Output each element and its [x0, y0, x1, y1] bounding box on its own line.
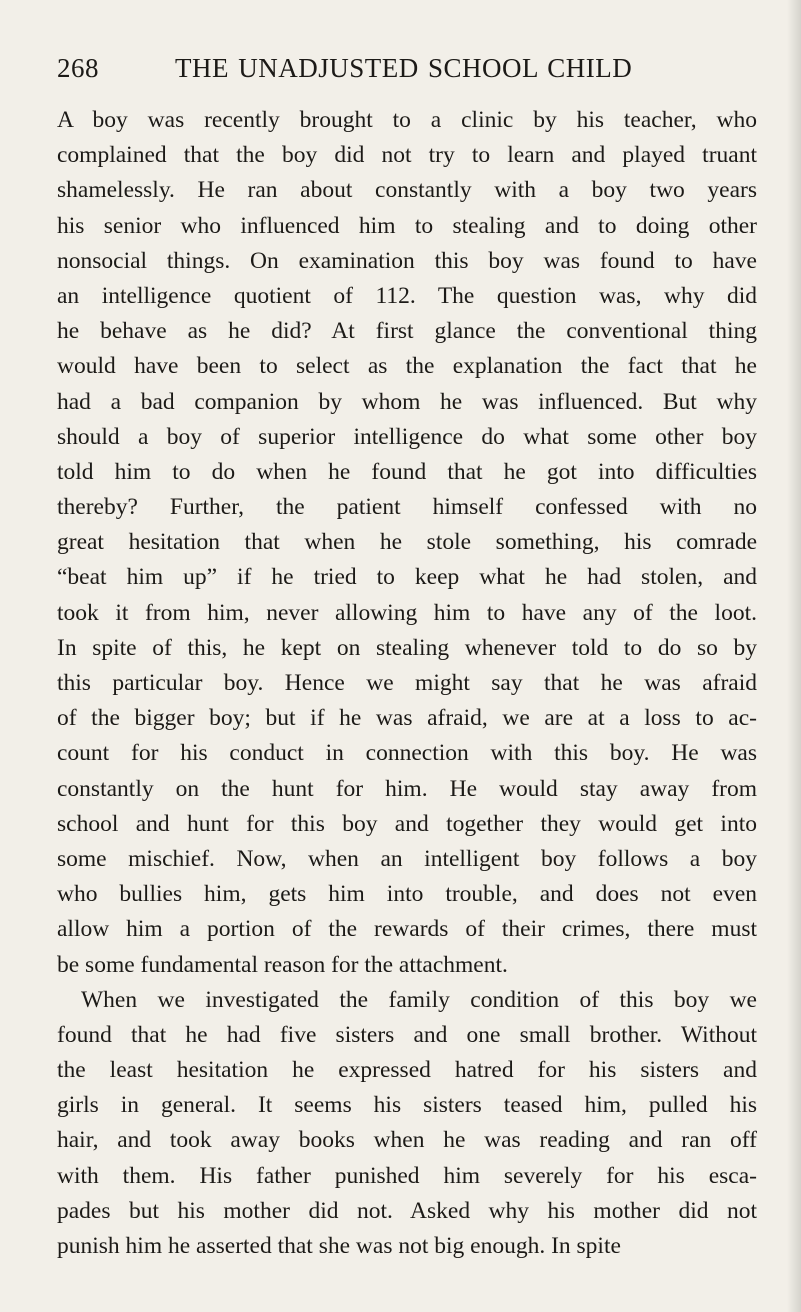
text-line: hair, and took away books when he was reading and ran off	[57, 1127, 757, 1154]
text-line: count for his conduct in connection with this boy. He was	[57, 740, 757, 767]
text-line: with them. His father punished him severely for his esca-	[57, 1162, 757, 1189]
text-line: constantly on the hunt for him. He would stay away from	[57, 775, 757, 802]
text-line: girls in general. It seems his sisters teased him, pulled his	[57, 1092, 757, 1119]
text-line: allow him a portion of the rewards of their crimes, there must	[57, 916, 757, 943]
text-line: school and hunt for this boy and together they would get into	[57, 810, 757, 837]
text-line: he behave as he did? At first glance the conventional thing	[57, 318, 757, 345]
text-line: took it from him, never allowing him to have any of the loot.	[57, 599, 757, 626]
text-line: found that he had five sisters and one small brother. Without	[57, 1021, 757, 1048]
text-line: “beat him up” if he tried to keep what he had stolen, and	[57, 564, 757, 591]
text-line: told him to do when he found that he got into difficulties	[57, 458, 757, 485]
body-text	[57, 103, 757, 1264]
text-line: nonsocial things. On examination this boy was found to have	[57, 247, 757, 274]
text-line: some mischief. Now, when an intelligent boy follows a boy	[57, 845, 757, 872]
running-head	[57, 50, 757, 86]
text-line: be some fundamental reason for the attachment.	[57, 951, 508, 978]
text-line: would have been to select as the explanation the fact that he	[57, 353, 757, 380]
text-line: should a boy of superior intelligence do what some other boy	[57, 423, 757, 450]
text-line: shamelessly. He ran about constantly with a boy two years	[57, 177, 757, 204]
chapter-title: THE UNADJUSTED SCHOOL CHILD	[175, 53, 633, 83]
text-line: pades but his mother did not. Asked why his mother did not	[57, 1197, 757, 1224]
text-line: his senior who influenced him to stealing and to doing other	[57, 212, 757, 239]
text-line: of the bigger boy; but if he was afraid, we are at a loss to ac-	[57, 705, 757, 732]
text-line: the least hesitation he expressed hatred for his sisters and	[57, 1057, 757, 1084]
text-line: this particular boy. Hence we might say that he was afraid	[57, 670, 757, 696]
text-line: thereby? Further, the patient himself confessed with no	[57, 494, 757, 521]
page-edge-shadow	[787, 0, 801, 1312]
text-line: great hesitation that when he stole something, his comrade	[57, 529, 757, 556]
text-line: an intelligence quotient of 112. The question was, why did	[57, 282, 757, 309]
text-line: complained that the boy did not try to learn and played truant	[57, 142, 757, 169]
text-line: who bullies him, gets him into trouble, and does not even	[57, 881, 757, 908]
text-line: In spite of this, he kept on stealing whenever told to do so by	[57, 634, 757, 661]
page-number: 268	[57, 53, 99, 83]
text-line: had a bad companion by whom he was influenced. But why	[57, 388, 757, 415]
text-line: A boy was recently brought to a clinic by his teacher, who	[57, 107, 757, 133]
text-line: When we investigated the family condition of this boy we	[81, 986, 757, 1013]
text-line: punish him he asserted that she was not big enough. In spite	[57, 1233, 621, 1259]
